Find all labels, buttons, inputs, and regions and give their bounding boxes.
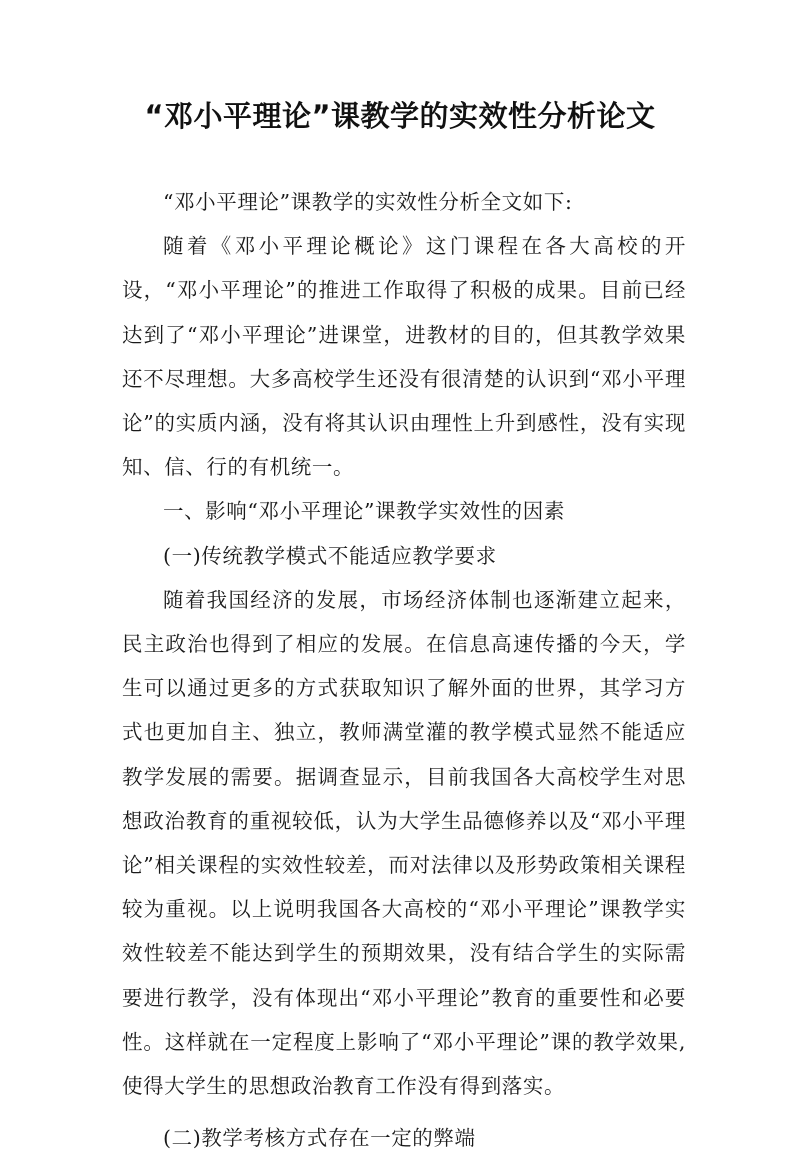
subsection-heading: (二)教学考核方式存在一定的弊端 xyxy=(163,1126,476,1151)
document-body xyxy=(122,180,686,1160)
body-paragraph: 随着《邓小平理论概论》这门课程在各大高校的开设，“邓小平理论”的推进工作取得了积极的成果。目前已经达到了“邓小平理论”进课堂，进教材的目的，但其教学效果还不尽理想。大多高校学生还没有很清楚的认识到“邓小平理论”的实质内涵，没有将其认识由理性上升到感性，没有实现知、信、行的有机统一。 xyxy=(122,234,686,480)
document-title: “邓小平理论”课教学的实效性分析论文 xyxy=(144,99,656,133)
body-paragraph: 随着我国经济的发展，市场经济体制也逐渐建立起来，民主政治也得到了相应的发展。在信息高速传播的今天，学生可以通过更多的方式获取知识了解外面的世界，其学习方式也更加自主、独立，教师满堂灌的教学模式显然不能适应教学发展的需要。据调查显示，目前我国各大高校学生对思想政治教育的重视较低，认为大学生品德修养以及“邓小平理论”相关课程的实效性较差，而对法律以及形势政策相关课程较为重视。以上说明我国各大高校的“邓小平理论”课教学实效性较差不能达到学生的预期效果，没有结合学生的实际需要进行教学，没有体现出“邓小平理论”教育的重要性和必要性。这样就在一定程度上影响了“邓小平理论”课的教学效果,使得大学生的思想政治教育工作没有得到落实。 xyxy=(122,587,686,1099)
section-heading: 一、影响“邓小平理论”课教学实效性的因素 xyxy=(163,499,565,524)
intro-paragraph: “邓小平理论”课教学的实效性分析全文如下: xyxy=(163,190,573,214)
subsection-heading: (一)传统教学模式不能适应教学要求 xyxy=(163,543,497,568)
